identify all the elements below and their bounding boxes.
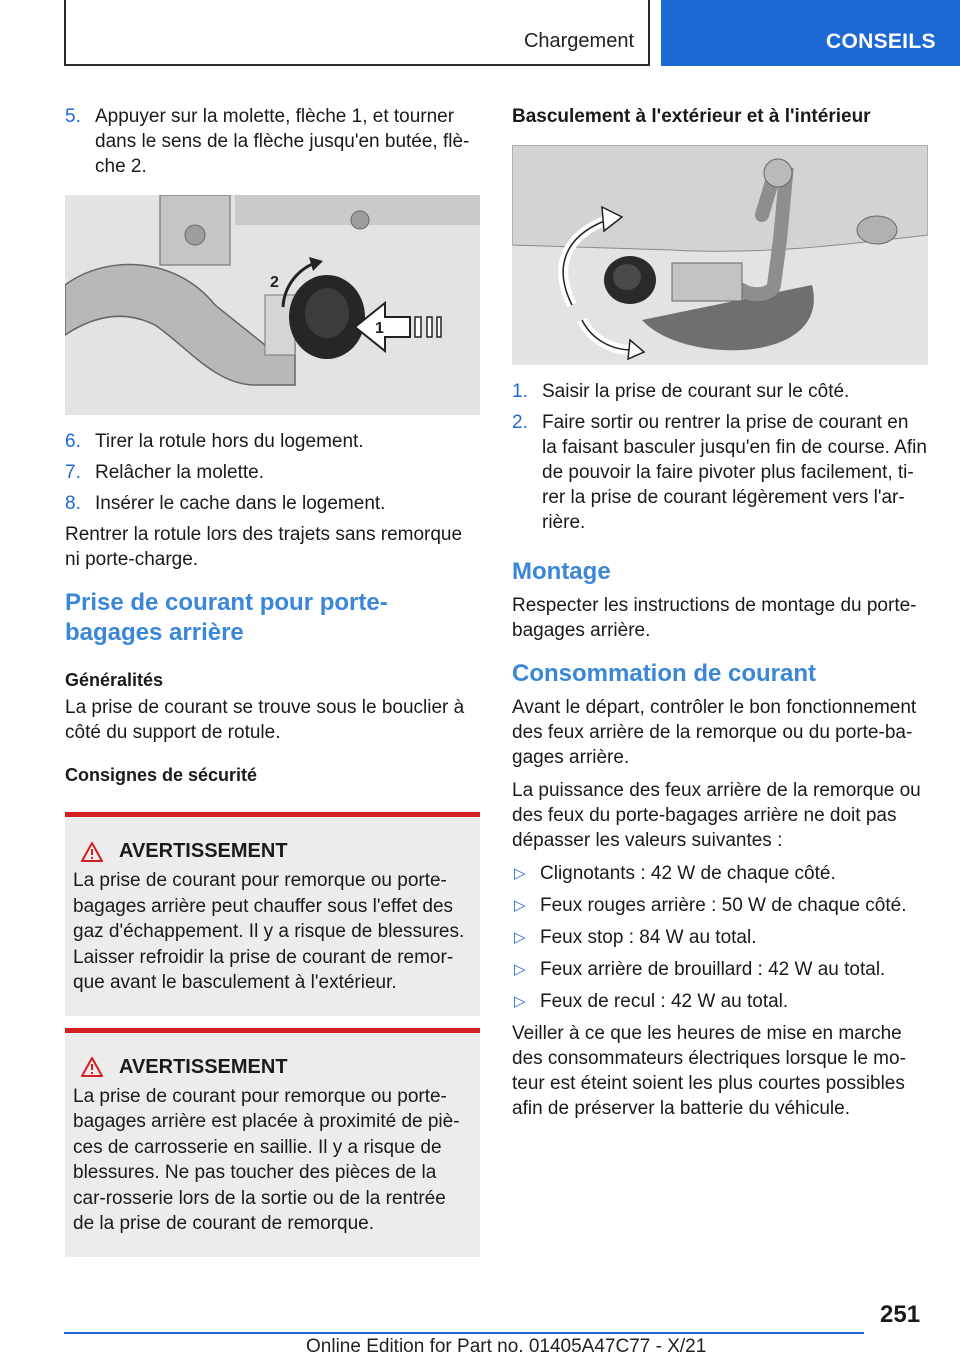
step-5 [65,104,480,179]
consumption-heading: Consommation de courant [512,660,817,687]
step-number: 7. [65,462,81,483]
step-number: 8. [65,493,81,514]
bullet-text: Feux de recul : 42 W au total. [540,991,789,1012]
warning-triangle-icon [81,1057,103,1077]
warning-title [73,839,472,864]
step-text: Insérer le cache dans le logement. [95,493,386,514]
chapter-tab-label: CONSEILS [826,30,936,53]
section-title: Chargement [523,30,634,52]
figure-label-2: 2 [270,274,279,291]
warning-triangle-icon [81,842,103,862]
figure-label-1: 1 [375,320,384,337]
triangle-bullet-icon: ▷ [514,897,526,914]
step-text: Saisir la prise de courant sur le côté. [542,381,850,402]
warning-title-text: AVERTISSEMENT [119,840,288,862]
swing-step-2 [512,410,928,535]
triangle-bullet-icon: ▷ [514,993,526,1010]
chapter-tab[interactable] [661,0,960,66]
step-number: 6. [65,431,81,452]
warning-text: La prise de courant pour remorque ou porte-bagages arrière est placée à proximité de piè-ces de carrosserie en saillie. Il y a risque de blessures. Ne pas toucher des pièces de la car-rosserie lors de la sortie ou de la rentrée de la prise de courant de remorque. [73,1085,460,1234]
swing-subtitle: Basculement à l'extérieur et à l'intérieur [512,106,871,127]
warning-title-text: AVERTISSEMENT [119,1055,288,1078]
bullet-item [512,861,928,886]
warning-box-2 [65,1028,480,1257]
towbar-illustration [65,195,480,415]
bullet-text: Feux arrière de brouillard : 42 W au total. [540,959,886,980]
consumption-text-2: La puissance des feux arrière de la remorque ou des feux du porte-bagages arrière ne doit pas dépasser les valeurs suivantes : [512,780,921,851]
section-heading-power-socket: Prise de courant pour porte-bagages arrière [65,589,388,646]
step-number: 1. [512,381,528,402]
bullet-item [512,925,928,950]
final-paragraph: Veiller à ce que les heures de mise en marche des consommateurs électriques lorsque le mo-teur est éteint soient les plus courtes possibles afin de préserver la batterie du véhicule. [512,1023,906,1119]
step-number: 5. [65,106,81,127]
triangle-bullet-icon: ▷ [514,961,526,978]
bullet-text: Feux stop : 84 W au total. [540,927,757,948]
warning-text: La prise de courant pour remorque ou porte-bagages arrière peut chauffer sous l'effet des gaz d'échappement. Il y a risque de blessures. Laisser refroidir la prise de courant de remor-que avant le basculement à l'extérieur. [73,870,465,993]
bullet-text: Feux rouges arrière : 50 W de chaque côté. [540,895,907,916]
step-text: Appuyer sur la molette, flèche 1, et tourner dans le sens de la flèche jusqu'en butée, flè-che 2. [95,106,470,177]
warning-box-1 [65,812,480,1016]
step-text: Faire sortir ou rentrer la prise de courant en la faisant basculer jusqu'en fin de course. Afin de pouvoir la faire pivoter plus facilement, ti-rer la prise de courant légèrement vers l'ar-rière. [542,412,927,533]
note-paragraph: Rentrer la rotule lors des trajets sans remorque ni porte-charge. [65,524,463,570]
page-number: 251 [880,1301,921,1328]
safety-title: Consignes de sécurité [65,765,258,785]
bullet-text: Clignotants : 42 W de chaque côté. [540,863,836,884]
step-text: Relâcher la molette. [95,462,264,483]
step-number: 2. [512,412,528,433]
step-8 [65,491,480,516]
general-title: Généralités [65,670,164,690]
figure-socket-swing [512,145,928,365]
bullet-item [512,957,928,982]
general-text: La prise de courant se trouve sous le bouclier à côté du support de rotule. [65,697,465,743]
consumption-text-1: Avant le départ, contrôler le bon fonctionnement des feux arrière de la remorque ou du porte-ba-gages arrière. [512,697,917,768]
figure-towbar-wheel [65,195,480,415]
swing-step-1 [512,379,928,404]
step-6 [65,429,480,454]
footer-edition: Online Edition for Part no. 01405A47C77 - X/21 [306,1336,707,1357]
right-column [512,104,928,1129]
left-column [65,104,480,1269]
triangle-bullet-icon: ▷ [514,929,526,946]
step-text: Tirer la rotule hors du logement. [95,431,364,452]
header-section-box [64,0,650,66]
montage-heading: Montage [512,558,611,585]
bullet-item [512,989,928,1014]
step-7 [65,460,480,485]
triangle-bullet-icon: ▷ [514,865,526,882]
montage-text: Respecter les instructions de montage du porte-bagages arrière. [512,595,917,641]
warning-title [73,1055,472,1080]
socket-swing-illustration [512,145,928,365]
bullet-item [512,893,928,918]
footer-divider [64,1332,864,1334]
